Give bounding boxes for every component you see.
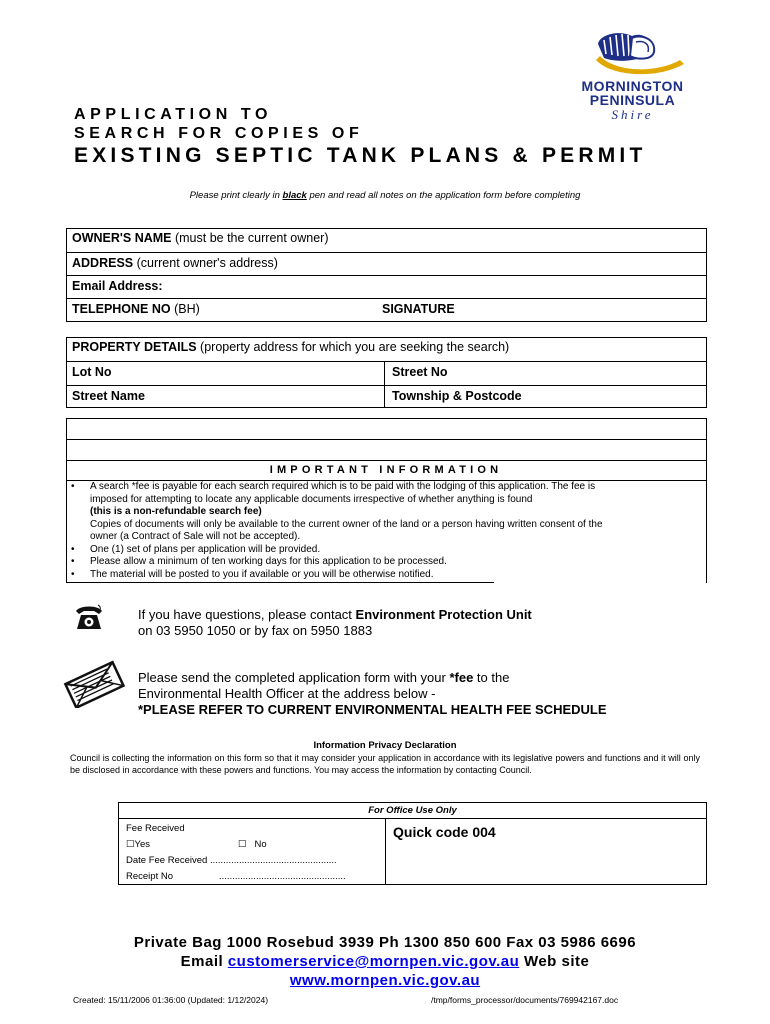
office-use-table (118, 802, 707, 885)
lot-no-label: Lot No (72, 365, 112, 379)
fee-received-label: Fee Received (126, 823, 185, 834)
bullet-text: • A search *fee is payable for each search required which is to be paid with the lodging of this application. The fee is (90, 481, 596, 492)
contact-phone: on 03 5950 1050 or by fax on 5950 1883 (138, 623, 373, 638)
street-name-field[interactable] (67, 386, 385, 408)
owner-name-label: OWNER'S NAME (72, 231, 172, 245)
logo-text-mornington: MORNINGTON (581, 78, 684, 94)
created-date: Created: 15/11/2006 01:36:00 (Updated: 1/12/2024) (73, 995, 269, 1005)
address-row[interactable] (67, 252, 706, 275)
email-link[interactable]: customerservice@mornpen.vic.gov.au (227, 953, 520, 970)
privacy-title: Information Privacy Declaration (313, 740, 457, 751)
email-label: Email Address: (72, 279, 163, 293)
bullet-text: (this is a non-refundable search fee) (90, 506, 262, 517)
logo-text-shire: Shire (611, 107, 654, 122)
address-hint: (current owner's address) (133, 256, 278, 270)
date-fee-label: Date Fee Received (126, 855, 208, 866)
lot-no-field[interactable] (67, 362, 385, 385)
contact-text: If you have questions, please contact (138, 607, 356, 622)
owner-name-hint: (must be the current owner) (171, 231, 329, 245)
list-item: • One (1) set of plans per application will be provided. (90, 544, 706, 557)
checkbox-icon[interactable]: ☐ (126, 839, 135, 850)
yes-label: Yes (134, 839, 151, 850)
bullet-text: Copies of documents will only be available to the current owner of the land or a person having written consent of the (90, 518, 603, 530)
property-hint: (property address for which you are seeking the search) (196, 340, 510, 354)
send-text: Please send the completed application form with your (138, 670, 450, 685)
shell-logo-icon (560, 30, 705, 78)
property-label: PROPERTY DETAILS (72, 340, 197, 354)
date-fee-dots: ................................................ (209, 855, 337, 866)
address-label: ADDRESS (72, 256, 134, 270)
title-line-1: APPLICATION TO (74, 106, 273, 123)
send-fee: *fee (449, 670, 474, 685)
street-no-field[interactable] (387, 362, 706, 385)
website-link[interactable]: www.mornpen.vic.gov.au (289, 972, 481, 989)
property-details-table (66, 337, 707, 408)
shire-logo (560, 30, 705, 125)
send-officer: Environmental Health Officer at the address below - (138, 686, 436, 701)
important-title: IMPORTANT INFORMATION (269, 464, 503, 476)
owner-name-row[interactable] (67, 228, 706, 252)
office-use-title: For Office Use Only (119, 803, 706, 819)
street-name-label: Street Name (72, 389, 145, 403)
phone-signature-row (67, 298, 706, 322)
telephone-label: TELEPHONE NO (72, 302, 171, 316)
street-township-row (67, 385, 706, 408)
list-item: • The material will be posted to you if available or you will be otherwise notified. (90, 569, 706, 582)
email-label-footer: Email (180, 953, 228, 970)
township-field[interactable] (387, 386, 706, 408)
checkbox-icon[interactable]: ☐ (238, 839, 247, 850)
fee-no-option[interactable] (238, 839, 267, 850)
signature-field[interactable] (377, 299, 706, 322)
send-text-after: to the (473, 670, 510, 685)
bullet-text: owner (a Contract of Sale will not be accepted). (90, 531, 301, 542)
note-after: pen and read all notes on the application form before completing (306, 190, 581, 201)
important-bottom-border (66, 582, 494, 583)
bullet-text: imposed for attempting to locate any applicable documents irrespective of whether anything is found (90, 493, 533, 505)
property-header-row (67, 337, 706, 361)
fee-yes-option[interactable] (126, 839, 150, 850)
contact-info (138, 607, 532, 639)
telephone-hint: (BH) (170, 302, 200, 316)
lot-street-row (67, 361, 706, 385)
instruction-note (0, 190, 770, 201)
telephone-icon (72, 603, 106, 633)
fee-schedule-note: *PLEASE REFER TO CURRENT ENVIRONMENTAL HEALTH FEE SCHEDULE (138, 702, 607, 717)
street-no-label: Street No (392, 365, 448, 379)
telephone-field[interactable] (67, 299, 375, 322)
blank-row-divider (67, 460, 706, 461)
note-emphasis: black (282, 190, 307, 201)
date-fee-row[interactable] (126, 855, 337, 866)
list-item (90, 481, 706, 544)
note-before: Please print clearly in (189, 190, 283, 201)
document-path: /tmp/forms_processor/documents/769942167.doc (431, 995, 619, 1005)
office-left-panel (119, 819, 386, 884)
page-title: EXISTING SEPTIC TANK PLANS & PERMIT (74, 144, 647, 167)
important-list (66, 481, 706, 581)
privacy-text: Council is collecting the information on this form so that it may consider your application in accordance with its legislative powers and functions and it will only be disclosed in accordance with these powers and functions. You may access the information by contacting Council. (70, 753, 700, 775)
footer-contact (0, 933, 770, 990)
owner-details-table (66, 228, 707, 322)
send-instructions (138, 670, 607, 718)
blank-row-divider (67, 439, 706, 440)
footer-address: Private Bag 1000 Rosebud 3939 Ph 1300 850 600 Fax 03 5986 6696 (133, 934, 637, 951)
receipt-label: Receipt No (126, 871, 173, 882)
no-label: No (254, 839, 267, 850)
contact-unit: Environment Protection Unit (355, 607, 532, 622)
envelope-icon (60, 660, 128, 708)
signature-label: SIGNATURE (382, 302, 455, 316)
receipt-dots[interactable]: ................................................ (219, 871, 346, 882)
title-line-2: SEARCH FOR COPIES OF (74, 125, 364, 142)
website-label: Web site (519, 953, 590, 970)
logo-text-peninsula: PENINSULA (589, 92, 676, 108)
list-item: • Please allow a minimum of ten working days for this application to be processed. (90, 556, 706, 569)
township-label: Township & Postcode (392, 389, 522, 403)
email-row[interactable] (67, 275, 706, 298)
quick-code: Quick code 004 (393, 824, 496, 840)
